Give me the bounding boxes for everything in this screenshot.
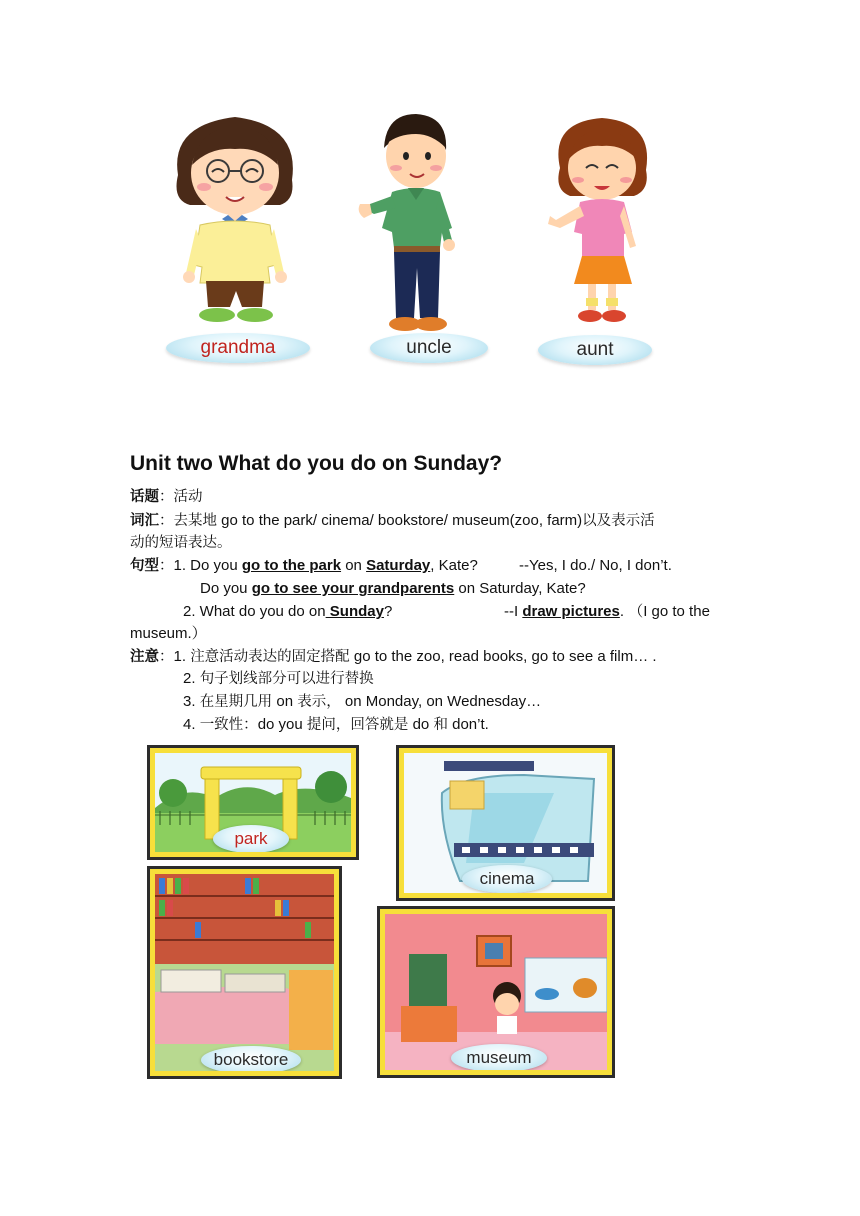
aunt-label: aunt [538, 335, 652, 365]
vocab-line-2 [130, 532, 232, 554]
n4-num: 4. [183, 716, 196, 733]
uncle-illustration [356, 108, 466, 336]
note-line-4 [183, 714, 489, 736]
s1-end: , Kate? [430, 557, 478, 574]
n1-num: 1. [173, 648, 187, 665]
note-line-2 [183, 668, 374, 690]
s1b-end: on Saturday, Kate? [454, 580, 586, 597]
grandma-label: grandma [166, 333, 310, 363]
s2-answer-end: . （I go to the [619, 603, 710, 620]
aunt-illustration [542, 112, 662, 330]
sentence-label: 句型 [130, 558, 159, 574]
n1-en: go to the zoo, read books, go to see a film… . [349, 648, 657, 665]
n3-en1: on [272, 693, 298, 710]
n3-zh2: 表示， [297, 694, 341, 710]
bookstore-picture [147, 866, 342, 1079]
s2-answer-underline: draw pictures [522, 603, 620, 620]
n1-zh: 注意活动表达的固定搭配 [190, 649, 350, 665]
museum-label: museum [451, 1044, 547, 1070]
unit-heading: Unit two What do you do on Sunday? [130, 452, 503, 475]
grandma-illustration [160, 105, 310, 330]
s1-underline-1: go to the park [241, 557, 342, 574]
uncle-label: uncle [370, 333, 488, 363]
s1-answer: --Yes, I do./ No, I don’t. [519, 557, 672, 574]
s2-pre: 2. What do you do on [183, 603, 326, 620]
n3-zh: 在星期几用 [199, 694, 273, 710]
s2-underline: Sunday [325, 603, 384, 620]
topic-label: 话题 [130, 489, 159, 505]
s2-continuation: museum.） [130, 625, 207, 642]
n4-zh3: 和 [433, 717, 448, 733]
sentence-line-1b [200, 578, 586, 600]
bookstore-scene [155, 874, 334, 1071]
n4-en3: don’t. [447, 716, 489, 733]
s1b-pre: Do you [200, 580, 252, 597]
n4-zh: 一致性： [199, 717, 258, 733]
s2-end: ? [383, 603, 393, 620]
notes-label: 注意 [130, 649, 159, 665]
topic-text: 活动 [173, 489, 203, 505]
park-picture [147, 745, 359, 860]
vocab-zh-cont: 动的短语表达。 [130, 535, 232, 551]
vocab-en: go to the park/ cinema/ bookstore/ museum(zoo, farm) [217, 512, 583, 529]
vocab-label: 词汇 [130, 513, 159, 529]
vocab-line: 词汇：去某地 go to the park/ cinema/ bookstore/ museum(zoo, farm)以及表示活 [130, 512, 655, 529]
note-line-3 [183, 691, 541, 713]
n4-zh2: 提问，回答就是 [306, 717, 409, 733]
sentence-line-2 [183, 601, 392, 623]
park-label: park [213, 825, 289, 852]
bookstore-label: bookstore [201, 1046, 301, 1071]
n2-num: 2. [183, 670, 196, 687]
s1-pre: 1. Do you [173, 557, 242, 574]
topic-line: 话题：活动 [130, 489, 203, 505]
n4-en1: do you [257, 716, 307, 733]
vocab-zh: 去某地 [173, 513, 217, 529]
n2-zh: 句子划线部分可以进行替换 [199, 671, 374, 687]
s1-underline-2: Saturday [366, 557, 431, 574]
s1-mid: on [341, 557, 367, 574]
s2-answer-pre: --I [504, 603, 523, 620]
n3-en2: on Monday, on Wednesday… [340, 693, 542, 710]
vocab-zh2: 以及表示活 [582, 513, 655, 529]
note-line-1: 注意：1. 注意活动表达的固定搭配 go to the zoo, read books, go to see a film… . [130, 648, 657, 665]
s1b-underline: go to see your grandparents [251, 580, 455, 597]
sentence-line-1: 句型：1. Do you go to the park on Saturday, Kate? [130, 557, 478, 574]
museum-picture [377, 906, 615, 1078]
n3-num: 3. [183, 693, 196, 710]
cinema-picture [396, 745, 615, 901]
n4-en2: do [408, 716, 434, 733]
cinema-label: cinema [462, 865, 552, 893]
s2-answer [504, 601, 710, 623]
